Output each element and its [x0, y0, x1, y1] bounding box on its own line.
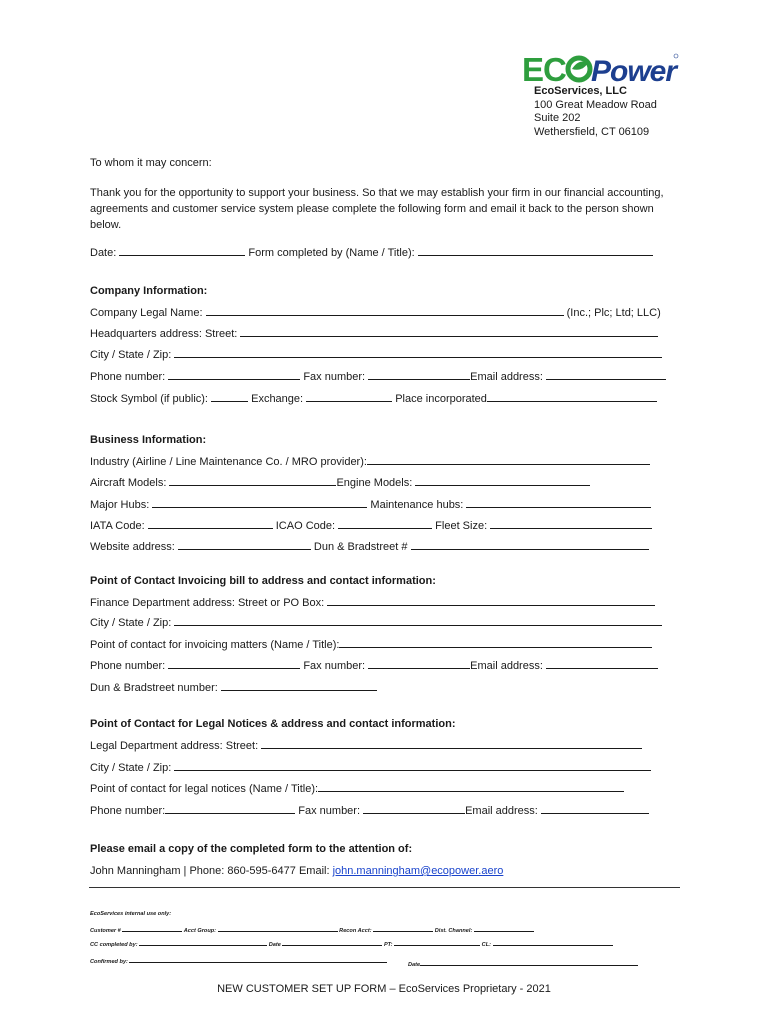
cc-date-label: Date [268, 942, 281, 948]
legal-city-row [90, 761, 651, 775]
aircraft-label: Aircraft Models: [90, 477, 170, 489]
icao-field[interactable] [338, 519, 432, 529]
legal-city-label: City / State / Zip: [90, 762, 175, 774]
invoicing-phone-label: Phone number: [90, 660, 169, 672]
email-label: Email address: [470, 371, 546, 383]
invoicing-city-label: City / State / Zip: [90, 617, 175, 629]
company-address [534, 85, 657, 139]
legal-contact-field[interactable] [318, 782, 624, 792]
dist-field[interactable] [474, 926, 534, 932]
industry-row [90, 455, 650, 469]
intro-paragraph: Thank you for the opportunity to support your business. So that we may establish your firm in our financial accounting, agreements and customer service system please complete the following form and email it back to the person shown below. [90, 187, 664, 231]
logo-ec: EC [522, 51, 566, 88]
date-line [90, 246, 653, 260]
invoicing-phone-field[interactable] [168, 659, 300, 669]
invoicing-contact-row [90, 638, 652, 652]
contact-line [90, 865, 503, 878]
legal-dept-row [90, 739, 642, 753]
hubs-label: Major Hubs: [90, 499, 153, 511]
legal-city-field[interactable] [174, 761, 651, 771]
internal-row-1 [90, 926, 534, 935]
website-row [90, 540, 649, 554]
fax-field[interactable] [368, 370, 470, 380]
cl-label: CL: [481, 942, 491, 948]
invoicing-email-field[interactable] [546, 659, 658, 669]
business-info-heading: Business Information: [90, 434, 207, 446]
invoicing-email-label: Email address: [470, 660, 546, 672]
email-field[interactable] [546, 370, 666, 380]
hubs-row [90, 498, 651, 512]
exchange-label: Exchange: [248, 393, 307, 405]
invoicing-dnb-row [90, 681, 377, 695]
legal-phone-row [90, 804, 649, 818]
iata-label: IATA Code: [90, 520, 148, 532]
icao-label: ICAO Code: [272, 520, 339, 532]
company-name: EcoServices, LLC [534, 85, 627, 97]
fax-label: Fax number: [300, 371, 369, 383]
invoicing-dnb-field[interactable] [221, 681, 377, 691]
maint-label: Maintenance hubs: [367, 499, 467, 511]
contact-email-link[interactable]: john.manningham@ecopower.aero [332, 865, 504, 877]
industry-label: Industry (Airline / Line Maintenance Co. / MRO provider): [90, 456, 367, 468]
cc-date-field[interactable] [282, 940, 382, 946]
legal-phone-label: Phone number: [90, 805, 166, 817]
legal-contact-row [90, 782, 624, 796]
legal-fax-label: Fax number: [295, 805, 364, 817]
legal-suffix-label: (Inc.; Plc; Ltd; LLC) [563, 307, 661, 319]
stock-field[interactable] [211, 392, 248, 402]
finance-field[interactable] [327, 596, 655, 606]
engine-label: Engine Models: [336, 477, 416, 489]
place-field[interactable] [487, 392, 657, 402]
contact-text: John Manningham | Phone: 860-595-6477 Email: [90, 865, 333, 877]
customer-field[interactable] [122, 926, 182, 932]
customer-label: Customer # [90, 928, 121, 934]
finance-row [90, 596, 655, 610]
invoicing-contact-field[interactable] [339, 638, 652, 648]
internal-date-row [408, 960, 638, 969]
company-phone-row [90, 370, 666, 384]
invoicing-contact-label: Point of contact for invoicing matters (Name / Title): [90, 639, 340, 651]
page-footer: NEW CUSTOMER SET UP FORM – EcoServices Proprietary - 2021 [217, 983, 551, 995]
date-label: Date: [90, 247, 120, 259]
internal-row-2 [90, 940, 613, 949]
hq-field[interactable] [240, 327, 658, 337]
company-city-field[interactable] [174, 348, 662, 358]
hubs-field[interactable] [152, 498, 367, 508]
engine-field[interactable] [415, 476, 590, 486]
leaf-icon [568, 58, 590, 80]
ecopower-logo [522, 50, 680, 88]
cc-label: CC completed by: [90, 942, 138, 948]
fleet-field[interactable] [490, 519, 652, 529]
pt-label: PT: [383, 942, 393, 948]
codes-row [90, 519, 652, 533]
invoicing-fax-label: Fax number: [300, 660, 369, 672]
legal-dept-label: Legal Department address: Street: [90, 740, 262, 752]
exchange-field[interactable] [306, 392, 392, 402]
confirmed-date-label: Date [408, 962, 421, 968]
maint-field[interactable] [466, 498, 651, 508]
invoicing-fax-field[interactable] [368, 659, 470, 669]
hq-row [90, 327, 658, 341]
acct-group-field[interactable] [218, 926, 338, 932]
company-street: 100 Great Meadow Road [534, 98, 657, 111]
finance-label: Finance Department address: Street or PO Box: [90, 597, 328, 609]
dist-label: Dist. Channel: [434, 928, 473, 934]
internal-title: EcoServices internal use only: [90, 911, 172, 917]
stock-label: Stock Symbol (if public): [90, 393, 212, 405]
legal-phone-field[interactable] [165, 804, 295, 814]
company-suite: Suite 202 [534, 112, 581, 125]
internal-row-3 [90, 957, 387, 966]
confirmed-field[interactable] [129, 957, 387, 963]
company-city-row [90, 348, 662, 362]
legal-heading: Point of Contact for Legal Notices & address and contact information: [90, 718, 456, 730]
legal-name-row [90, 306, 661, 320]
industry-field[interactable] [367, 455, 650, 465]
recon-label: Recon Acct: [339, 928, 372, 934]
acct-group-label: Acct Group: [183, 928, 217, 934]
dnb-field[interactable] [411, 540, 649, 550]
legal-dept-field[interactable] [261, 739, 642, 749]
dnb-label: Dun & Bradstreet # [310, 541, 411, 553]
phone-label: Phone number: [90, 371, 169, 383]
legal-email-field[interactable] [541, 804, 649, 814]
hq-label: Headquarters address: Street: [90, 328, 241, 340]
phone-field[interactable] [168, 370, 300, 380]
invoicing-phone-row [90, 659, 658, 673]
company-city-label: City / State / Zip: [90, 349, 175, 361]
fleet-label: Fleet Size: [432, 520, 491, 532]
company-info-heading: Company Information: [90, 285, 208, 297]
legal-name-label: Company Legal Name: [90, 307, 206, 319]
pt-field[interactable] [394, 940, 480, 946]
confirmed-date-field[interactable] [420, 960, 638, 966]
invoicing-heading: Point of Contact Invoicing bill to address and contact information: [90, 575, 436, 587]
cc-field[interactable] [139, 940, 267, 946]
company-city: Wethersfield, CT 06109 [534, 125, 650, 138]
greeting: To whom it may concern: [90, 157, 212, 169]
invoicing-city-row [90, 616, 662, 630]
date-field[interactable] [119, 246, 245, 256]
aircraft-field[interactable] [169, 476, 336, 486]
recon-field[interactable] [373, 926, 433, 932]
cl-field[interactable] [493, 940, 613, 946]
place-label: Place incorporated [392, 393, 487, 405]
website-field[interactable] [178, 540, 311, 550]
website-label: Website address: [90, 541, 178, 553]
legal-fax-field[interactable] [363, 804, 465, 814]
iata-field[interactable] [148, 519, 273, 529]
aircraft-row [90, 476, 590, 490]
invoicing-city-field[interactable] [174, 616, 662, 626]
section-divider [89, 887, 680, 888]
completed-by-label: Form completed by (Name / Title): [245, 247, 418, 259]
legal-name-field[interactable] [206, 306, 564, 316]
legal-email-label: Email address: [465, 805, 541, 817]
logo-power: Power [591, 55, 677, 88]
email-heading: Please email a copy of the completed form to the attention of: [90, 843, 413, 855]
completed-by-field[interactable] [418, 246, 653, 256]
invoicing-dnb-label: Dun & Bradstreet number: [90, 682, 221, 694]
confirmed-label: Confirmed by: [90, 959, 128, 965]
legal-contact-label: Point of contact for legal notices (Name / Title): [90, 783, 319, 795]
stock-row [90, 392, 657, 406]
